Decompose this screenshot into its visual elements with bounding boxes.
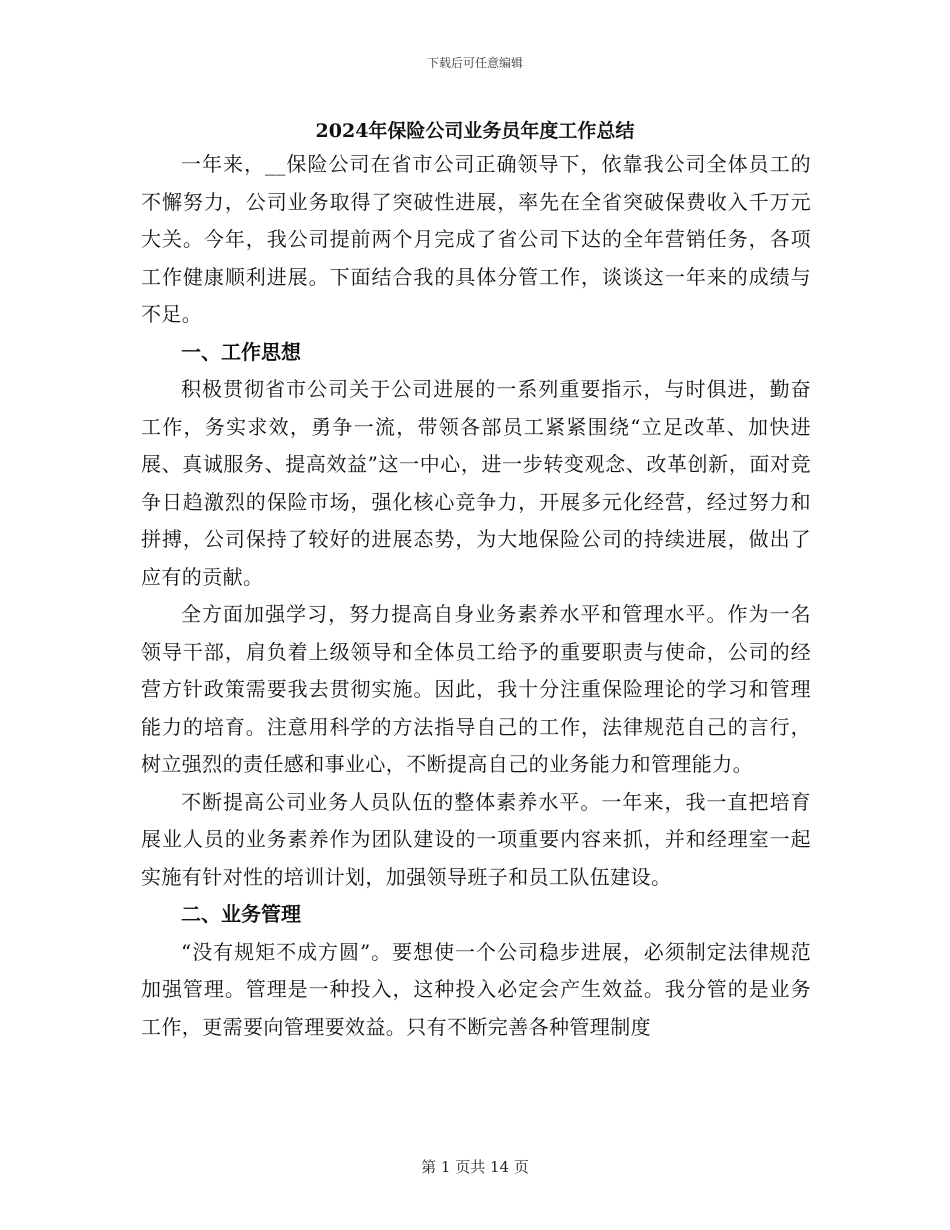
paragraph-team-quality: 不断提高公司业务人员队伍的整体素养水平。一年来，我一直把培育展业人员的业务素养作为团队建设的一项重要内容来抓，并和经理室一起实施有针对性的培训计划，加强领导班子和员工队伍建设。 <box>141 789 811 889</box>
paragraph-work-thinking: 积极贯彻省市公司关于公司进展的一系列重要指示，与时俱进，勤奋工作，务实求效，勇争一流，带领各部员工紧紧围绕“立足改革、加快进展、真诚服务、提高效益”这一中心，进一步转变观念、改革创新，面对竞争日趋激烈的保险市场，强化核心竞争力，开展多元化经营，经过努力和拼搏，公司保持了较好的进展态势，为大地保险公司的持续进展，做出了应有的贡献。 <box>141 377 811 589</box>
document-title: 2024年保险公司业务员年度工作总结 <box>315 120 635 142</box>
paragraph-learning: 全方面加强学习，努力提高自身业务素养水平和管理水平。作为一名领导干部，肩负着上级领导和全体员工给予的重要职责与使命，公司的经营方针政策需要我去贯彻实施。因此，我十分注重保险理论的学习和管理能力的培育。注意用科学的方法指导自己的工作，法律规范自己的言行，树立强烈的责任感和事业心，不断提高自己的业务能力和管理能力。 <box>141 602 811 776</box>
section-heading-work-thinking: 一、工作思想 <box>181 339 301 364</box>
page-number: 第 1 页共 14 页 <box>421 1158 529 1176</box>
section-heading-business-management: 二、业务管理 <box>181 902 301 926</box>
document-body <box>141 146 811 1046</box>
page-header-note: 下载后可任意编辑 <box>426 56 523 70</box>
paragraph-intro: 一年来，__保险公司在省市公司正确领导下，依靠我公司全体员工的不懈努力，公司业务取得了突破性进展，率先在全省突破保费收入千万元大关。今年，我公司提前两个月完成了省公司下达的全年营销任务，各项工作健康顺利进展。下面结合我的具体分管工作，谈谈这一年来的成绩与不足。 <box>141 152 811 326</box>
paragraph-business-management: “没有规矩不成方圆”。要想使一个公司稳步进展，必须制定法律规范加强管理。管理是一种投入，这种投入必定会产生效益。我分管的是业务工作，更需要向管理要效益。只有不断完善各种管理制度 <box>141 939 811 1039</box>
